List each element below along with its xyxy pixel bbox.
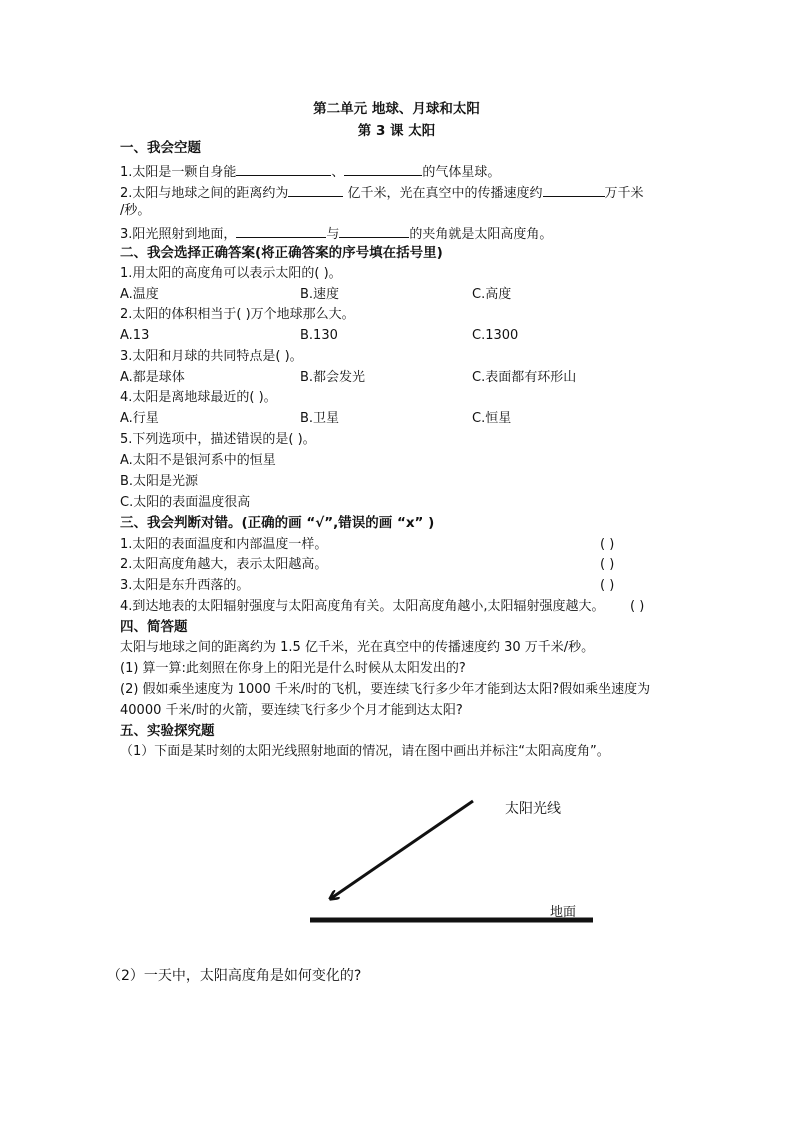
q3-text-mid: 与 [326, 227, 340, 242]
option-a: A.都是球体 [120, 370, 185, 385]
option-c: C.太阳的表面温度很高 [120, 495, 251, 510]
option-b: B.130 [300, 328, 338, 343]
q3-text-pre: 3.阳光照射到地面， [120, 227, 237, 242]
choice-question-4: 4.太阳是离地球最近的( )。 [120, 390, 277, 405]
option-c: C.表面都有环形山 [472, 370, 577, 385]
judge-item-2: 2.太阳高度角越大，表示太阳越高。 [120, 557, 328, 572]
option-b: B.太阳是光源 [120, 474, 199, 489]
q1-text-mid: 、 [331, 165, 345, 180]
choice-question-2: 2.太阳的体积相当于( )万个地球那么大。 [120, 307, 355, 322]
q2-text-pre: 2.太阳与地球之间的距离约为 [120, 186, 289, 201]
sun-ray-label: 太阳光线 [505, 801, 561, 817]
lesson-title: 第 3 课 太阳 [357, 123, 436, 139]
judge-item-1: 1.太阳的表面温度和内部温度一样。 [120, 537, 328, 552]
judge-item-3: 3.太阳是东升西落的。 [120, 578, 250, 593]
answer-parentheses[interactable]: ( ) [600, 557, 615, 572]
short-answer-intro: 太阳与地球之间的距离约为 1.5 亿千米，光在真空中的传播速度约 30 万千米/秒。 [120, 640, 595, 655]
short-answer-part-2-cont: 40000 千米/时的火箭，要连续飞行多少个月才能到达太阳? [120, 703, 463, 718]
answer-parentheses[interactable]: ( ) [630, 599, 645, 614]
section-5-heading: 五、实验探究题 [120, 723, 215, 739]
sun-ray-arrow [330, 801, 473, 899]
option-a: A.13 [120, 328, 150, 343]
q2-text-post: 万千米 [604, 186, 644, 201]
choice-question-1: 1.用太阳的高度角可以表示太阳的( )。 [120, 266, 342, 281]
q1-text-pre: 1.太阳是一颗自身能 [120, 165, 237, 180]
section-3-heading: 三、我会判断对错。(正确的画 “√”,错误的画 “x” ) [120, 515, 435, 531]
answer-parentheses[interactable]: ( ) [600, 578, 615, 593]
experiment-question-1: （1）下面是某时刻的太阳光线照射地面的情况，请在图中画出并标注“太阳高度角”。 [120, 744, 610, 759]
ground-label: 地面 [550, 905, 577, 920]
unit-title: 第二单元 地球、月球和太阳 [313, 101, 480, 117]
option-b: B.卫星 [300, 411, 340, 426]
choice-question-3: 3.太阳和月球的共同特点是( )。 [120, 349, 303, 364]
q2-text-mid: 亿千米，光在真空中的传播速度约 [343, 186, 543, 201]
section-2-heading: 二、我会选择正确答案(将正确答案的序号填在括号里) [120, 245, 443, 261]
option-c: C.高度 [472, 287, 512, 302]
answer-parentheses[interactable]: ( ) [600, 537, 615, 552]
choice-question-5: 5.下列选项中，描述错误的是( )。 [120, 432, 316, 447]
option-a: A.太阳不是银河系中的恒星 [120, 453, 276, 468]
section-1-heading: 一、我会空题 [120, 140, 201, 156]
option-b: B.都会发光 [300, 370, 366, 385]
section-4-heading: 四、简答题 [120, 619, 188, 635]
q3-text-post: 的夹角就是太阳高度角。 [409, 227, 553, 242]
option-c: C.1300 [472, 328, 519, 343]
option-a: A.行星 [120, 411, 159, 426]
experiment-question-2: （2）一天中，太阳高度角是如何变化的? [107, 968, 362, 984]
short-answer-part-1: (1) 算一算:此刻照在你身上的阳光是什么时候从太阳发出的? [120, 661, 466, 676]
q1-text-post: 的气体星球。 [422, 165, 501, 180]
option-c: C.恒星 [472, 411, 512, 426]
option-b: B.速度 [300, 287, 340, 302]
short-answer-part-2: (2) 假如乘坐速度为 1000 千米/时的飞机，要连续飞行多少年才能到达太阳?假如乘坐速度为 [120, 682, 651, 697]
judge-item-4: 4.到达地表的太阳辐射强度与太阳高度角有关。太阳高度角越小,太阳辐射强度越大。 [120, 599, 605, 614]
fill-question-2-cont: /秒。 [120, 203, 151, 218]
option-a: A.温度 [120, 287, 159, 302]
